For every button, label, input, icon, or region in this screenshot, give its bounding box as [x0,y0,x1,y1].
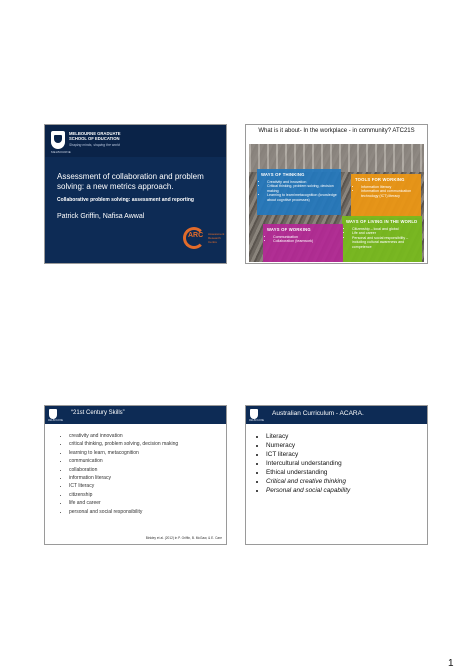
presentation-subtitle: Collaborative problem solving: assessment and reporting [57,197,194,203]
slide-title-text: Australian Curriculum - ACARA. [272,410,364,417]
university-name: MELBOURNE [48,419,64,422]
university-crest-icon [250,409,258,419]
slide-header [45,406,226,424]
list-item: • Information literacy [361,185,417,189]
list-item: • Numeracy [266,441,350,450]
school-tagline: Shaping minds, shaping the world [69,143,120,147]
list-item: • communication [69,457,178,465]
list-item: • ICT literacy [266,450,350,459]
list-item: • Citizenship – local and global [352,227,418,231]
ways-of-living-box [342,216,422,262]
list-item: • critical thinking, problem solving, decision making [69,440,178,448]
slide-header [45,125,226,157]
arc-logo-mark: ARC [188,232,204,239]
curriculum-list [258,432,350,495]
list-item: • collaboration [69,466,178,474]
list-item: • Life and career [352,231,418,235]
list-item-italic: • Personal and social capability [266,486,350,495]
list-item: • personal and social responsibility [69,508,178,516]
slide-title-text: “21st Century Skills” [71,410,125,416]
box-heading: WAYS OF LIVING IN THE WORLD [346,219,418,224]
list-item: • Communication [273,235,339,239]
list-item: • Information and communication technology (ICT) literacy [361,189,417,198]
skills-list [61,432,178,516]
university-name: MELBOURNE [51,150,71,154]
list-item: • information literacy [69,474,178,482]
list-item: • Literacy [266,432,350,441]
slide-workplace [245,124,428,264]
school-name: MELBOURNE GRADUATE SCHOOL OF EDUCATION [69,131,121,141]
list-item: • Personal and social responsibility – including cultural awareness and competence [352,236,418,249]
box-heading: TOOLS FOR WORKING [355,177,405,182]
presentation-authors: Patrick Griffin, Nafisa Awwal [57,213,145,220]
list-item-italic: • Critical and creative thinking [266,477,350,486]
page-number: 1 [448,658,454,669]
arc-logo-text: Assessment Research Centre [208,232,225,244]
box-heading: WAYS OF THINKING [261,172,305,177]
slide-21st-century-skills [44,405,227,545]
workplace-photo [249,144,424,262]
list-item: • Learning to learn/metacognition (knowledge about cognitive processes) [267,193,337,202]
box-heading: WAYS OF WORKING [267,227,311,232]
ways-of-thinking-box [257,169,341,215]
list-item: • citizenship [69,491,178,499]
university-name: MELBOURNE [249,419,265,422]
list-item: • creativity and innovation [69,432,178,440]
presentation-title: Assessment of collaboration and problem solving: a new metrics approach. [57,172,204,191]
list-item: • life and career [69,499,178,507]
citation: Binkley et al. (2012) in P. Griffin, B. McGaw, & E. Care [145,536,222,540]
list-item: • Collaboration (teamwork) [273,239,339,243]
university-crest-icon [49,409,57,419]
tools-for-working-box [351,174,421,218]
list-item: • Intercultural understanding [266,459,350,468]
slide-title [44,124,227,264]
list-item: • Creativity and innovation [267,180,337,184]
ways-of-working-box [263,224,343,262]
university-crest-icon [51,131,65,149]
slide-title-text: What is it about- In the workplace - in community? ATC21S [258,128,415,134]
slide-australian-curriculum [245,405,428,545]
list-item: • learning to learn, metacognition [69,449,178,457]
list-item: • ICT literacy [69,482,178,490]
list-item: • Critical thinking, problem solving, decision making [267,184,337,193]
slide-header [246,406,427,424]
list-item: • Ethical understanding [266,468,350,477]
